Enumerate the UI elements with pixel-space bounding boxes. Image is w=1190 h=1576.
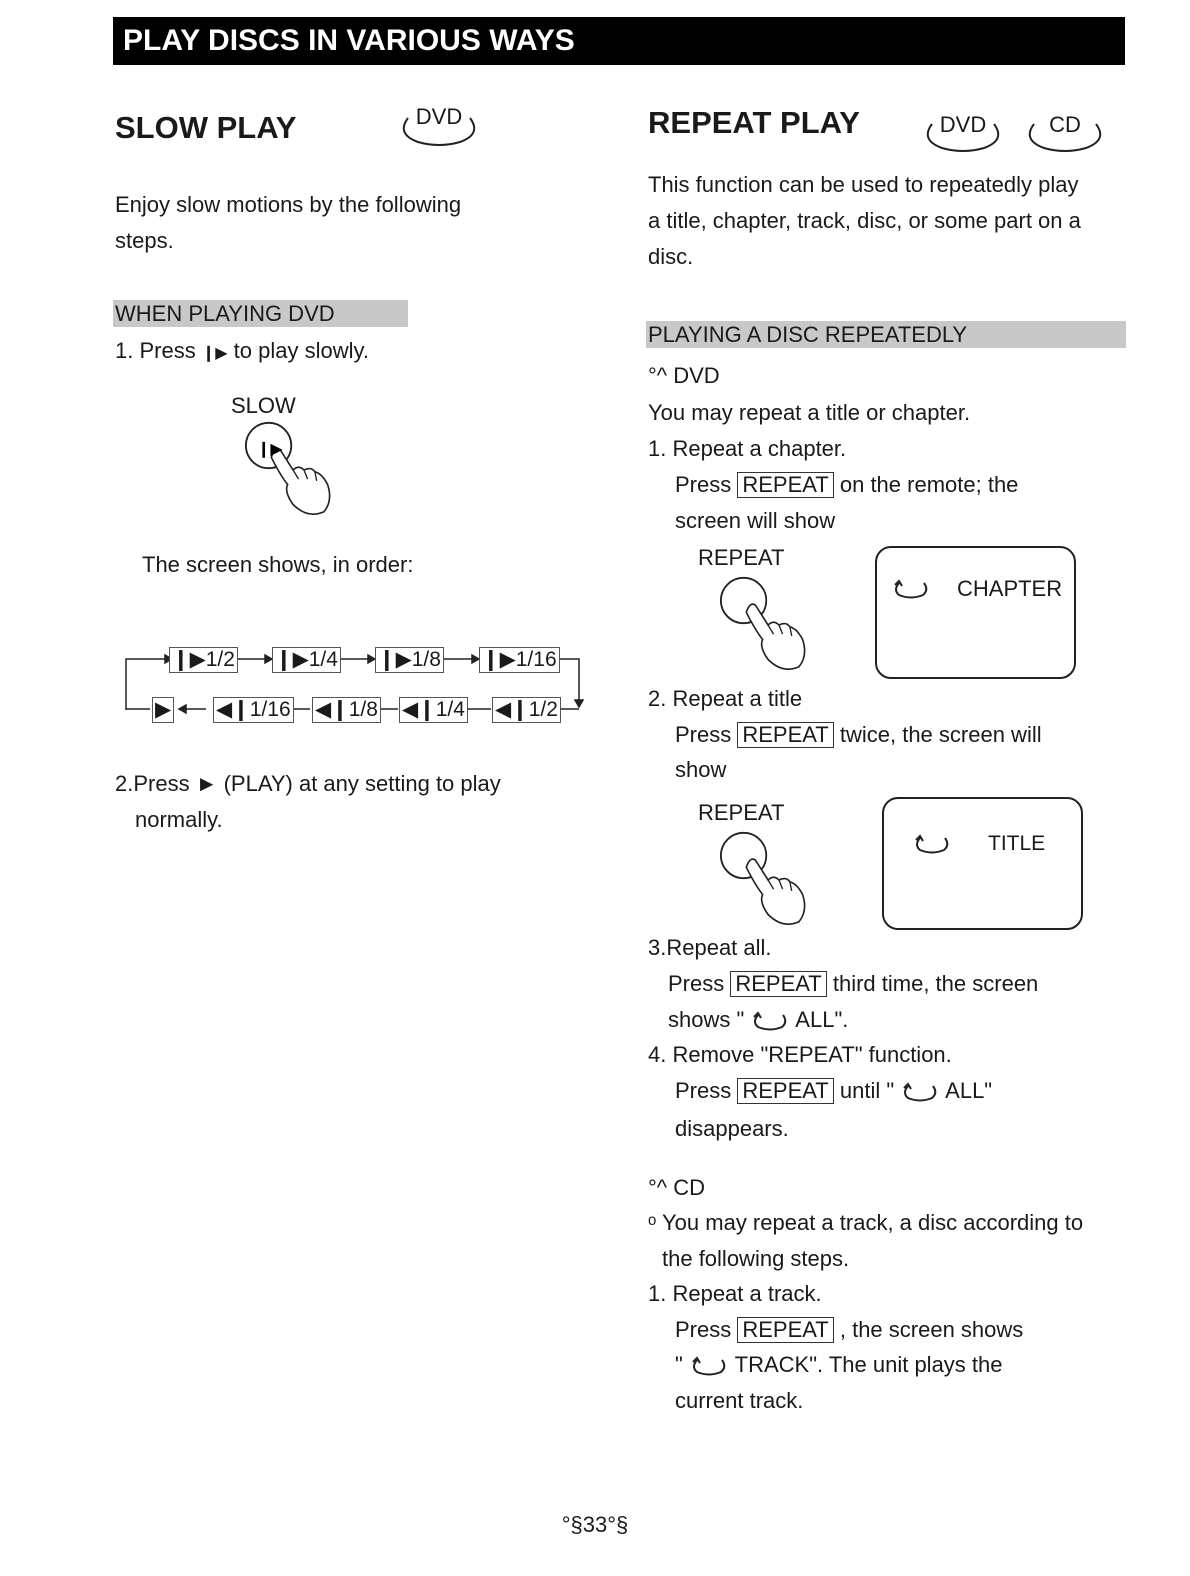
- repeat-icon: [912, 833, 952, 855]
- speed-forward-1-16: ❙▶1/16: [479, 647, 560, 673]
- hand-pressing-slow-button-icon: [244, 421, 344, 531]
- repeat-play-heading: REPEAT PLAY: [648, 105, 860, 140]
- speed-value: 1/8: [348, 698, 378, 721]
- text: ALL": [940, 1078, 993, 1103]
- text: Press: [668, 971, 731, 996]
- slow-play-icon: ❙▶: [201, 345, 228, 362]
- disc-logo-text: DVD: [939, 112, 987, 137]
- repeat-icon: [689, 1355, 729, 1377]
- slow-step-2: normally.: [135, 807, 223, 832]
- speed-value: 1/16: [249, 698, 291, 721]
- dvd-disc-logo: [398, 104, 480, 150]
- step-4-text: disappears.: [675, 1116, 789, 1141]
- cd-step-1-title: 1. Repeat a track.: [648, 1281, 822, 1306]
- step-1-text: screen will show: [675, 508, 836, 533]
- step-1-text: [675, 471, 1018, 499]
- repeat-key: REPEAT: [737, 472, 833, 498]
- cd-step-1-text: [675, 1351, 1003, 1379]
- repeat-icon: [750, 1010, 790, 1032]
- step-3-text: [668, 1006, 848, 1034]
- slow-play-heading: SLOW PLAY: [115, 110, 297, 145]
- slow-step-2: 2.Press ► (PLAY) at any setting to play: [115, 771, 501, 796]
- text: Press: [675, 1317, 738, 1342]
- play-normal-icon: ▶: [152, 697, 174, 723]
- text: third time, the screen: [826, 971, 1039, 996]
- hand-pressing-repeat-button-icon: [719, 576, 819, 670]
- chapter-text: CHAPTER: [957, 576, 1063, 601]
- when-playing-dvd-section: WHEN PLAYING DVD: [113, 300, 408, 327]
- screen-display-title: [882, 797, 1083, 930]
- cd-intro: the following steps.: [662, 1246, 850, 1271]
- disc-logo-text: CD: [1049, 112, 1081, 137]
- repeat-key: REPEAT: [730, 971, 826, 997]
- cd-intro: ᵒ You may repeat a track, a disc according to: [648, 1210, 1084, 1235]
- page-title: PLAY DISCS IN VARIOUS WAYS: [113, 17, 1125, 65]
- text: on the remote; the: [833, 472, 1019, 497]
- text: Press: [675, 1078, 738, 1103]
- step-2-text: show: [675, 757, 727, 782]
- dvd-intro: You may repeat a title or chapter.: [648, 400, 971, 425]
- step-4-text: [675, 1077, 992, 1105]
- repeat-key: REPEAT: [737, 1078, 833, 1104]
- text: ": [675, 1352, 689, 1377]
- text: ALL".: [790, 1007, 849, 1032]
- dvd-bullet: °^ DVD: [648, 363, 720, 388]
- cd-disc-logo: [1024, 112, 1106, 156]
- speed-reverse-1-2: ◀❙1/2: [492, 697, 561, 723]
- disc-logo-text: DVD: [415, 104, 463, 129]
- hand-pressing-repeat-button-icon: [719, 831, 819, 925]
- speed-value: 1/8: [411, 648, 441, 671]
- text: Press: [675, 722, 738, 747]
- svg-text:❙▶: ❙▶: [257, 441, 283, 458]
- text: TRACK". The unit plays the: [728, 1352, 1003, 1377]
- step-3-text: [668, 970, 1038, 998]
- step-4-title: 4. Remove "REPEAT" function.: [648, 1042, 952, 1067]
- step-text: to play slowly.: [227, 338, 369, 363]
- text: shows ": [668, 1007, 751, 1032]
- title-text: TITLE: [988, 832, 1046, 855]
- speed-value: 1/2: [528, 698, 558, 721]
- repeat-intro: disc.: [648, 244, 694, 269]
- slow-intro: Enjoy slow motions by the following: [115, 192, 462, 217]
- cd-step-1-text: current track.: [675, 1388, 804, 1413]
- repeat-button-label: REPEAT: [698, 800, 785, 825]
- text: until ": [833, 1078, 901, 1103]
- step-1-title: 1. Repeat a chapter.: [648, 436, 847, 461]
- repeat-icon: [891, 578, 931, 600]
- text: twice, the screen will: [833, 722, 1042, 747]
- slow-step-1: [115, 337, 369, 368]
- text: Press: [675, 472, 738, 497]
- repeat-icon: [900, 1081, 940, 1103]
- step-2-title: 2. Repeat a title: [648, 686, 803, 711]
- speed-value: 1/4: [308, 648, 338, 671]
- screen-shows-text: The screen shows, in order:: [142, 552, 414, 577]
- text: , the screen shows: [833, 1317, 1024, 1342]
- step-text: 1. Press: [115, 338, 202, 363]
- speed-reverse-1-4: ◀❙1/4: [399, 697, 468, 723]
- step-3-title: 3.Repeat all.: [648, 935, 772, 960]
- speed-forward-1-2: ❙▶1/2: [169, 647, 238, 673]
- speed-reverse-1-16: ◀❙1/16: [213, 697, 294, 723]
- playing-disc-repeatedly-section: PLAYING A DISC REPEATEDLY: [646, 321, 1126, 348]
- speed-value: 1/16: [515, 648, 557, 671]
- cd-step-1-text: [675, 1316, 1023, 1344]
- speed-forward-1-8: ❙▶1/8: [375, 647, 444, 673]
- dvd-disc-logo: [922, 112, 1004, 156]
- page-number: °§33°§: [561, 1512, 629, 1537]
- cd-bullet: °^ CD: [648, 1175, 706, 1200]
- repeat-key: REPEAT: [737, 722, 833, 748]
- speed-value: 1/2: [205, 648, 235, 671]
- screen-display-chapter: [875, 546, 1076, 679]
- repeat-button-label: REPEAT: [698, 545, 785, 570]
- speed-forward-1-4: ❙▶1/4: [272, 647, 341, 673]
- repeat-intro: a title, chapter, track, disc, or some part on a: [648, 208, 1081, 233]
- slow-button-label: SLOW: [231, 393, 296, 418]
- repeat-intro: This function can be used to repeatedly play: [648, 172, 1079, 197]
- speed-value: 1/4: [435, 698, 465, 721]
- slow-intro: steps.: [115, 228, 174, 253]
- repeat-key: REPEAT: [737, 1317, 833, 1343]
- speed-reverse-1-8: ◀❙1/8: [312, 697, 381, 723]
- step-2-text: [675, 721, 1042, 749]
